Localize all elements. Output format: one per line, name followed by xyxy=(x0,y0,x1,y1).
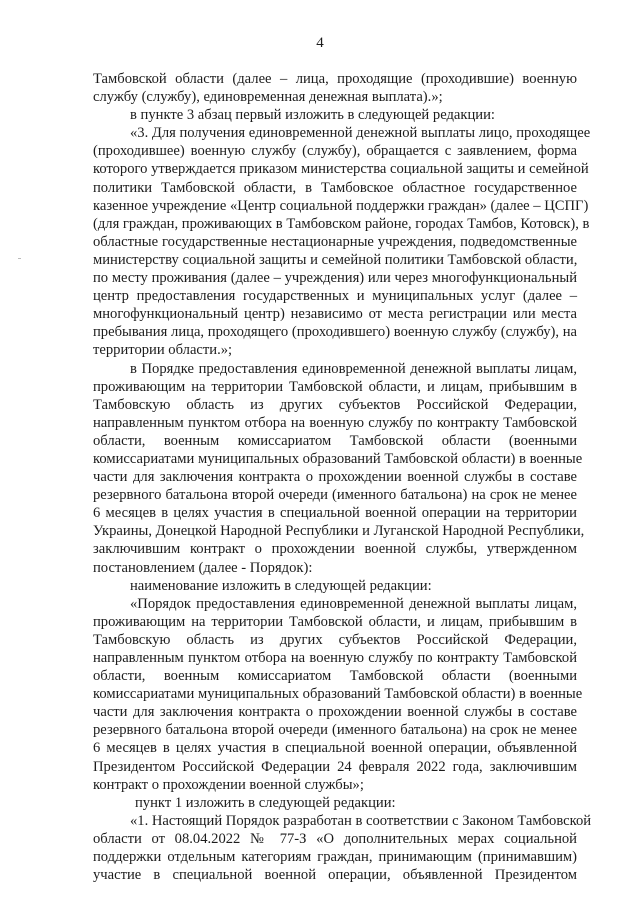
text-line: поддержки отдельным категориям граждан, принимающим (принимавшим) xyxy=(93,849,577,866)
text-line: Тамбовскую область из других субъектов Российской Федерации, xyxy=(93,631,577,648)
text-line: направленным пунктом отбора на военную службу по контракту Тамбовской xyxy=(93,650,577,666)
text-line: по месту проживания (далее – учреждения) или через многофункциональный xyxy=(93,270,577,287)
text-line: Тамбовскую область из других субъектов Российской Федерации, xyxy=(93,396,577,413)
text-line: части для заключения контракта о прохождении военной службы в составе xyxy=(93,469,577,486)
text-line: политики Тамбовской области, в Тамбовское областное государственное xyxy=(93,179,577,196)
text-line: (для граждан, проживающих в Тамбовском районе, городах Тамбов, Котовск), в xyxy=(93,215,590,232)
text-line: (проходившее) военную службу (службу), обращается с заявлением, форма xyxy=(93,143,577,160)
text-line: комиссариатами муниципальных образований Тамбовской области) в военные xyxy=(93,450,583,467)
text-line: службу (службу), единовременная денежная выплата).»; xyxy=(93,89,443,106)
document-body xyxy=(93,70,592,884)
text-line: министерству социальной защиты и семейной политики Тамбовской области, xyxy=(93,251,578,268)
text-line: казенное учреждение «Центр социальной поддержки граждан» (далее – ЦСПГ) xyxy=(93,197,589,214)
text-line: Украины, Донецкой Народной Республики и Луганской Народной Республики, xyxy=(93,523,585,540)
text-line: многофункциональный центр) независимо от места регистрации или места xyxy=(93,306,577,323)
text-line: части для заключения контракта о прохождении военной службы в составе xyxy=(93,704,577,721)
text-line: направленным пунктом отбора на военную службу по контракту Тамбовской xyxy=(93,414,577,431)
margin-mark xyxy=(18,258,21,259)
text-line: которого утверждается приказом министерства социальной защиты и семейной xyxy=(93,161,589,178)
text-line: областные государственные нестационарные учреждения, подведомственные xyxy=(93,233,577,250)
text-line: 6 месяцев в целях участия в специальной военной операции, объявленной xyxy=(93,740,577,757)
text-line: заключившим контракт о прохождении военной службы, утвержденном xyxy=(93,541,577,558)
text-line: 6 месяцев в целях участия в специальной военной операции на территории xyxy=(93,505,577,522)
text-line: в Порядке предоставления единовременной денежной выплаты лицам, xyxy=(130,360,577,377)
text-line: пребывания лица, проходящего (проходившего) военную службу (службу), на xyxy=(93,324,577,341)
text-line: «3. Для получения единовременной денежной выплаты лицо, проходящее xyxy=(130,125,591,142)
text-line: комиссариатами муниципальных образований Тамбовской области) в военные xyxy=(93,686,583,703)
text-line: контракт о прохождении военной службы»; xyxy=(93,776,364,793)
text-line: территории области.»; xyxy=(93,342,233,359)
text-line: участие в специальной военной операции, объявленной Президентом xyxy=(93,867,577,884)
text-line: проживающим на территории Тамбовской области, и лицам, прибывшим в xyxy=(93,613,577,630)
text-line: области от 08.04.2022 № 77-З «О дополнительных мерах социальной xyxy=(93,830,577,847)
text-line: пункт 1 изложить в следующей редакции: xyxy=(135,794,396,811)
text-line: «Порядок предоставления единовременной денежной выплаты лицам, xyxy=(130,595,577,612)
text-line: центр предоставления государственных и муниципальных услуг (далее – xyxy=(93,288,577,305)
text-line: резервного батальона второй очереди (именного батальона) на срок не менее xyxy=(93,487,577,504)
text-line: Президентом Российской Федерации 24 февраля 2022 года, заключившим xyxy=(93,758,577,775)
text-line: Тамбовской области (далее – лица, проходящие (проходившие) военную xyxy=(93,71,577,87)
text-line: «1. Настоящий Порядок разработан в соответствии с Законом Тамбовской xyxy=(130,812,592,829)
text-line: наименование изложить в следующей редакции: xyxy=(130,577,432,594)
text-line: в пункте 3 абзац первый изложить в следующей редакции: xyxy=(130,107,495,124)
text-line: области, военным комиссариатом Тамбовской области (военными xyxy=(93,668,577,685)
text-line: резервного батальона второй очереди (именного батальона) на срок не менее xyxy=(93,722,577,739)
page-number: 4 xyxy=(316,35,324,51)
text-line: постановлением (далее - Порядок): xyxy=(93,559,313,576)
text-line: области, военным комиссариатом Тамбовской области (военными xyxy=(93,432,577,449)
text-line: проживающим на территории Тамбовской области, и лицам, прибывшим в xyxy=(93,378,577,395)
